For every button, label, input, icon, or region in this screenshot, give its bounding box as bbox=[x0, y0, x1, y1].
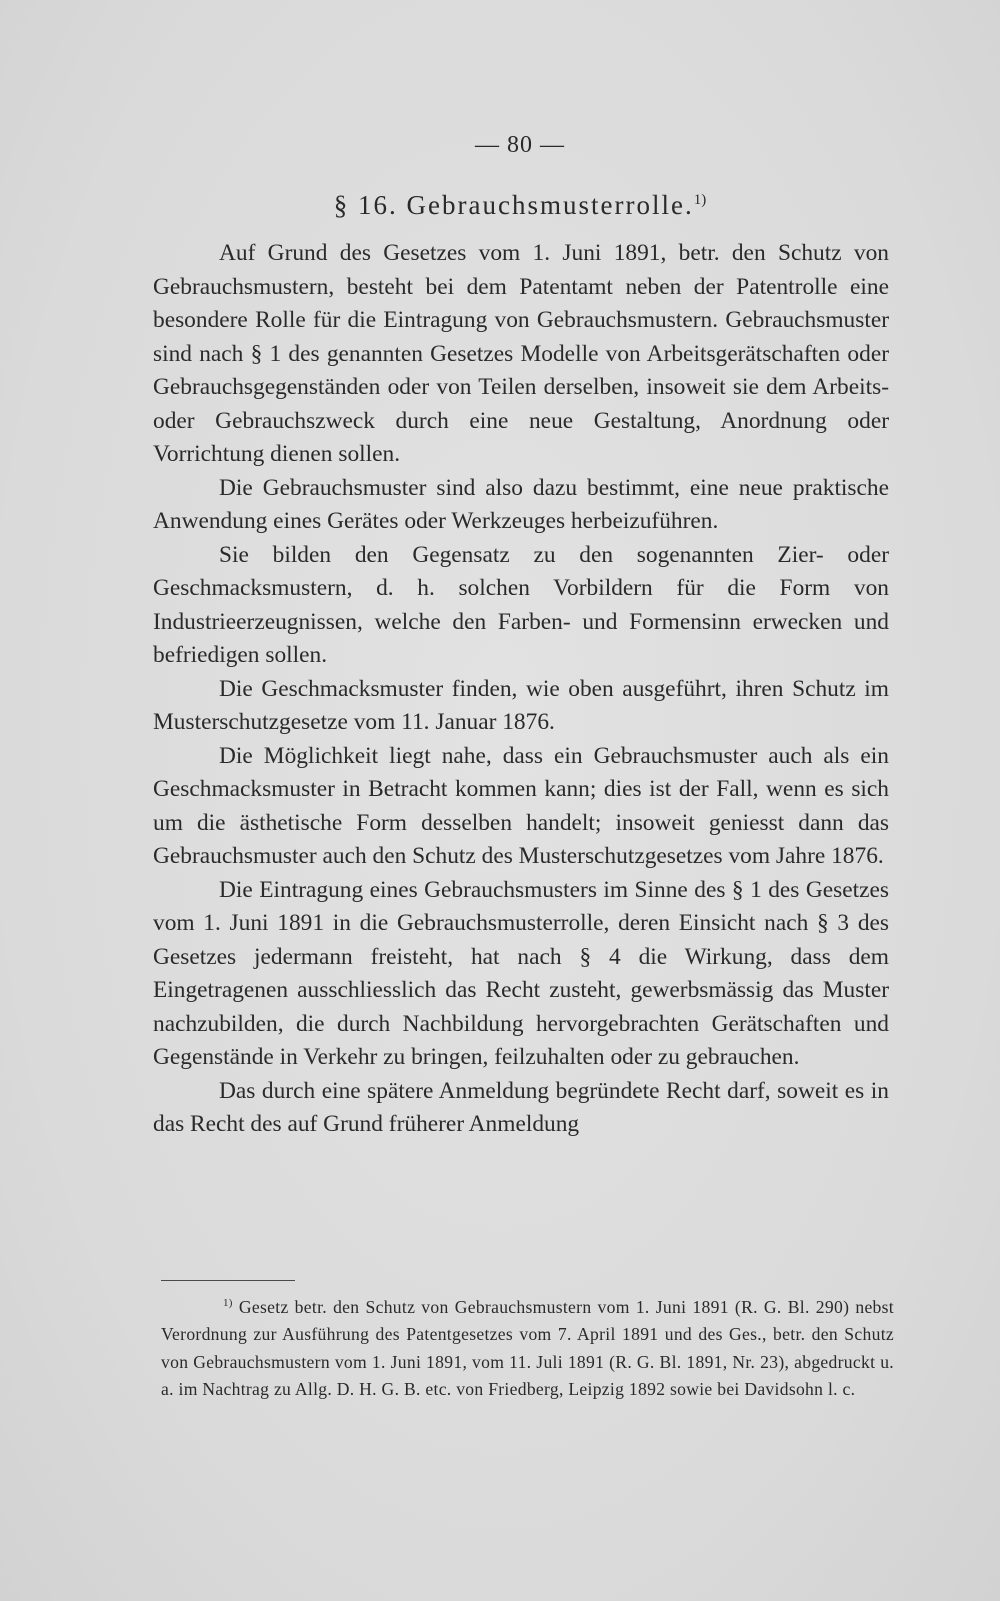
footnote bbox=[161, 1290, 894, 1403]
paragraph: Die Möglichkeit liegt nahe, dass ein Gebrauchsmuster auch als ein Geschmacksmuster in Betracht kommen kann; dies ist der Fall, wenn es sich um die ästhetische Form desselben handelt; insoweit geniesst dann das Gebrauchsmuster auch den Schutz des Musterschutzgesetzes vom Jahre 1876. bbox=[153, 742, 889, 869]
paragraph: Die Gebrauchsmuster sind also dazu bestimmt, eine neue praktische Anwendung eines Gerätes oder Werkzeuges herbeizuführen. bbox=[153, 474, 889, 534]
section-heading bbox=[0, 190, 1000, 221]
body-text bbox=[153, 237, 889, 1142]
footnote-marker: 1) bbox=[223, 1297, 233, 1309]
page-number: — 80 — bbox=[475, 132, 565, 158]
paragraph: Die Eintragung eines Gebrauchsmusters im Sinne des § 1 des Gesetzes vom 1. Juni 1891 in die Gebrauchsmusterrolle, deren Einsicht nach § 3 des Gesetzes jedermann freisteht, hat nach § 4 die Wirkung, dass dem Eingetragenen ausschliesslich das Recht zusteht, gewerbsmässig das Muster nachzubilden, die durch Nachbildung hervorgebrachten Gerätschaften und Gegenstände in Verkehr zu bringen, feilzuhalten oder zu gebrauchen. bbox=[153, 876, 889, 1070]
paragraph: Die Geschmacksmuster finden, wie oben ausgeführt, ihren Schutz im Musterschutzgesetze vom 11. Januar 1876. bbox=[153, 675, 889, 735]
footnote-paragraph bbox=[161, 1290, 894, 1403]
section-heading-text: § 16. Gebrauchsmusterrolle. bbox=[333, 190, 694, 220]
paragraph: Sie bilden den Gegensatz zu den sogenannten Zier- oder Geschmacksmustern, d. h. solchen Vorbildern für die Form von Industrieerzeugnissen, welche den Farben- und Formensinn erwecken und befriedigen sollen. bbox=[153, 541, 889, 668]
footnote-text: Gesetz betr. den Schutz von Gebrauchsmustern vom 1. Juni 1891 (R. G. Bl. 290) nebst Verordnung zur Ausführung des Patentgesetzes vom 7. April 1891 und des Ges., betr. den Schutz von Gebrauchsmustern vom 1. Juni 1891, vom 11. Juli 1891 (R. G. Bl. 1891, Nr. 23), abgedruckt u. a. im Nachtrag zu Allg. D. H. G. B. etc. von Friedberg, Leipzig 1892 sowie bei Davidsohn l. c. bbox=[161, 1296, 894, 1400]
paragraph: Auf Grund des Gesetzes vom 1. Juni 1891, betr. den Schutz von Gebrauchsmustern, besteht bei dem Patentamt neben der Patentrolle eine besondere Rolle für die Eintragung von Gebrauchsmustern. Gebrauchsmuster sind nach § 1 des genannten Gesetzes Modelle von Arbeitsgerätschaften oder Gebrauchsgegenständen oder von Teilen derselben, insoweit sie dem Arbeits- oder Gebrauchszweck durch eine neue Gestaltung, Anordnung oder Vorrichtung dienen sollen. bbox=[153, 240, 889, 467]
paragraph: Das durch eine spätere Anmeldung begründete Recht darf, soweit es in das Recht des auf Grund früherer Anmeldung bbox=[153, 1077, 889, 1137]
footnote-divider bbox=[161, 1280, 295, 1281]
heading-footnote-marker: 1) bbox=[693, 192, 707, 208]
